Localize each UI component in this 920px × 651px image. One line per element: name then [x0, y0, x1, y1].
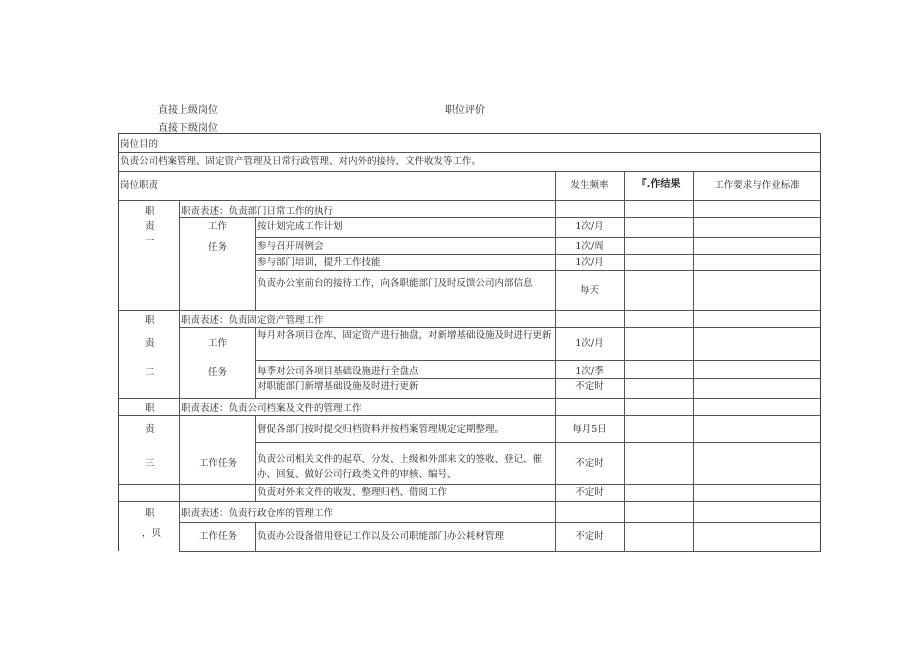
duty1-task-4: 负责办公室前台的接待工作，向各职能部门及时反馈公司内部信息: [257, 278, 533, 289]
upper-post-label: 直接上级岗位: [158, 105, 218, 116]
duty3-task-2: 负责公司相关文件的起草、分发、上级和外部来文的签收、登记、催办、回复、做好公司行政类文件的审核、编号、: [257, 454, 543, 480]
duty1-freq-1: 1次/月: [575, 221, 604, 232]
duty3-freq-3: 不定时: [575, 487, 604, 498]
col-frequency: 发生频率: [570, 180, 609, 191]
duty4-task-1: 负责办公设备借用登记工作以及公司职能部门办公耗材管理: [257, 531, 505, 542]
duty1-label-3: 一: [145, 236, 155, 247]
duty2-freq-2: 1次/季: [575, 366, 604, 377]
duty1-task-1: 按计划完成工作计划: [257, 221, 343, 232]
col-standard: 工作要求与作业标准: [714, 180, 800, 191]
duty4-label-2: ，贝: [142, 528, 162, 539]
duty3-label-3: 三: [145, 458, 155, 469]
duty3-freq-1: 每月5日: [572, 424, 607, 435]
duty3-freq-2: 不定时: [575, 458, 604, 469]
duty1-task-2: 参与召开周例会: [257, 241, 324, 252]
duty2-freq-3: 不定时: [575, 381, 604, 392]
duty3-desc: 职责表述：负责公司档案及文件的管理工作: [181, 403, 362, 414]
duty4-task-label: 工作任务: [199, 531, 238, 542]
duty2-task-1: 每月对各项目仓库、固定资产进行抽盘，对新增基础设施及时进行更新: [257, 330, 552, 341]
duty2-freq-1: 1次/月: [575, 338, 604, 349]
purpose-text: 负责公司档案管理、固定资产管理及日常行政管理、对内外的接待、文件收发等工作。: [120, 156, 482, 167]
duty1-task-3: 参与部门培训，提升工作技能: [257, 257, 381, 268]
duty3-label-1: 职: [145, 403, 155, 414]
duty3-task-3: 负责对外来文件的收发、整理归档、借阅工作: [257, 487, 448, 498]
duty1-freq-4: 每天: [579, 285, 599, 296]
duty2-work-label: 工作: [208, 338, 228, 349]
duty1-work-label: 工作: [208, 221, 228, 232]
duty2-label-1: 职: [145, 315, 155, 326]
duty3-task-1: 督促各部门按时提交归档资料并按档案管理规定定期整理。: [257, 424, 505, 435]
duty4-freq-1: 不定时: [575, 531, 604, 542]
col-duties: 岗位职责: [120, 180, 159, 191]
duty4-desc: 职责表述：负责行政仓库的管理工作: [181, 508, 334, 519]
purpose-label: 岗位目的: [120, 139, 159, 150]
duty2-task-label: 任务: [208, 367, 228, 378]
duty1-task-label: 任务: [208, 242, 228, 253]
duty2-desc: 职责表述：负责固定资产管理工作: [181, 315, 324, 326]
duty2-label-2: 责: [145, 338, 155, 349]
duty2-task-3: 对职能部门新增基础设施及时进行更新: [257, 381, 419, 392]
duty1-label-2: 责: [145, 221, 155, 232]
duty3-task-label: 工作任务: [199, 458, 238, 469]
evaluation-label: 职位评价: [445, 105, 485, 116]
duty2-label-3: 二: [145, 367, 155, 378]
duty1-desc: 职责表述：负责部门日常工作的执行: [181, 206, 334, 217]
duty1-label-1: 职: [145, 206, 155, 217]
col-result: 『.作结果: [636, 179, 681, 190]
lower-post-label: 直接下级岗位: [158, 123, 218, 134]
duty1-freq-3: 1次/月: [575, 257, 604, 268]
duty4-label-1: 职: [145, 508, 155, 519]
duty1-freq-2: 1次/周: [575, 241, 604, 252]
duty3-label-2: 责: [145, 424, 155, 435]
duty2-task-2: 每季对公司各项目基础设施进行全盘点: [257, 366, 419, 377]
